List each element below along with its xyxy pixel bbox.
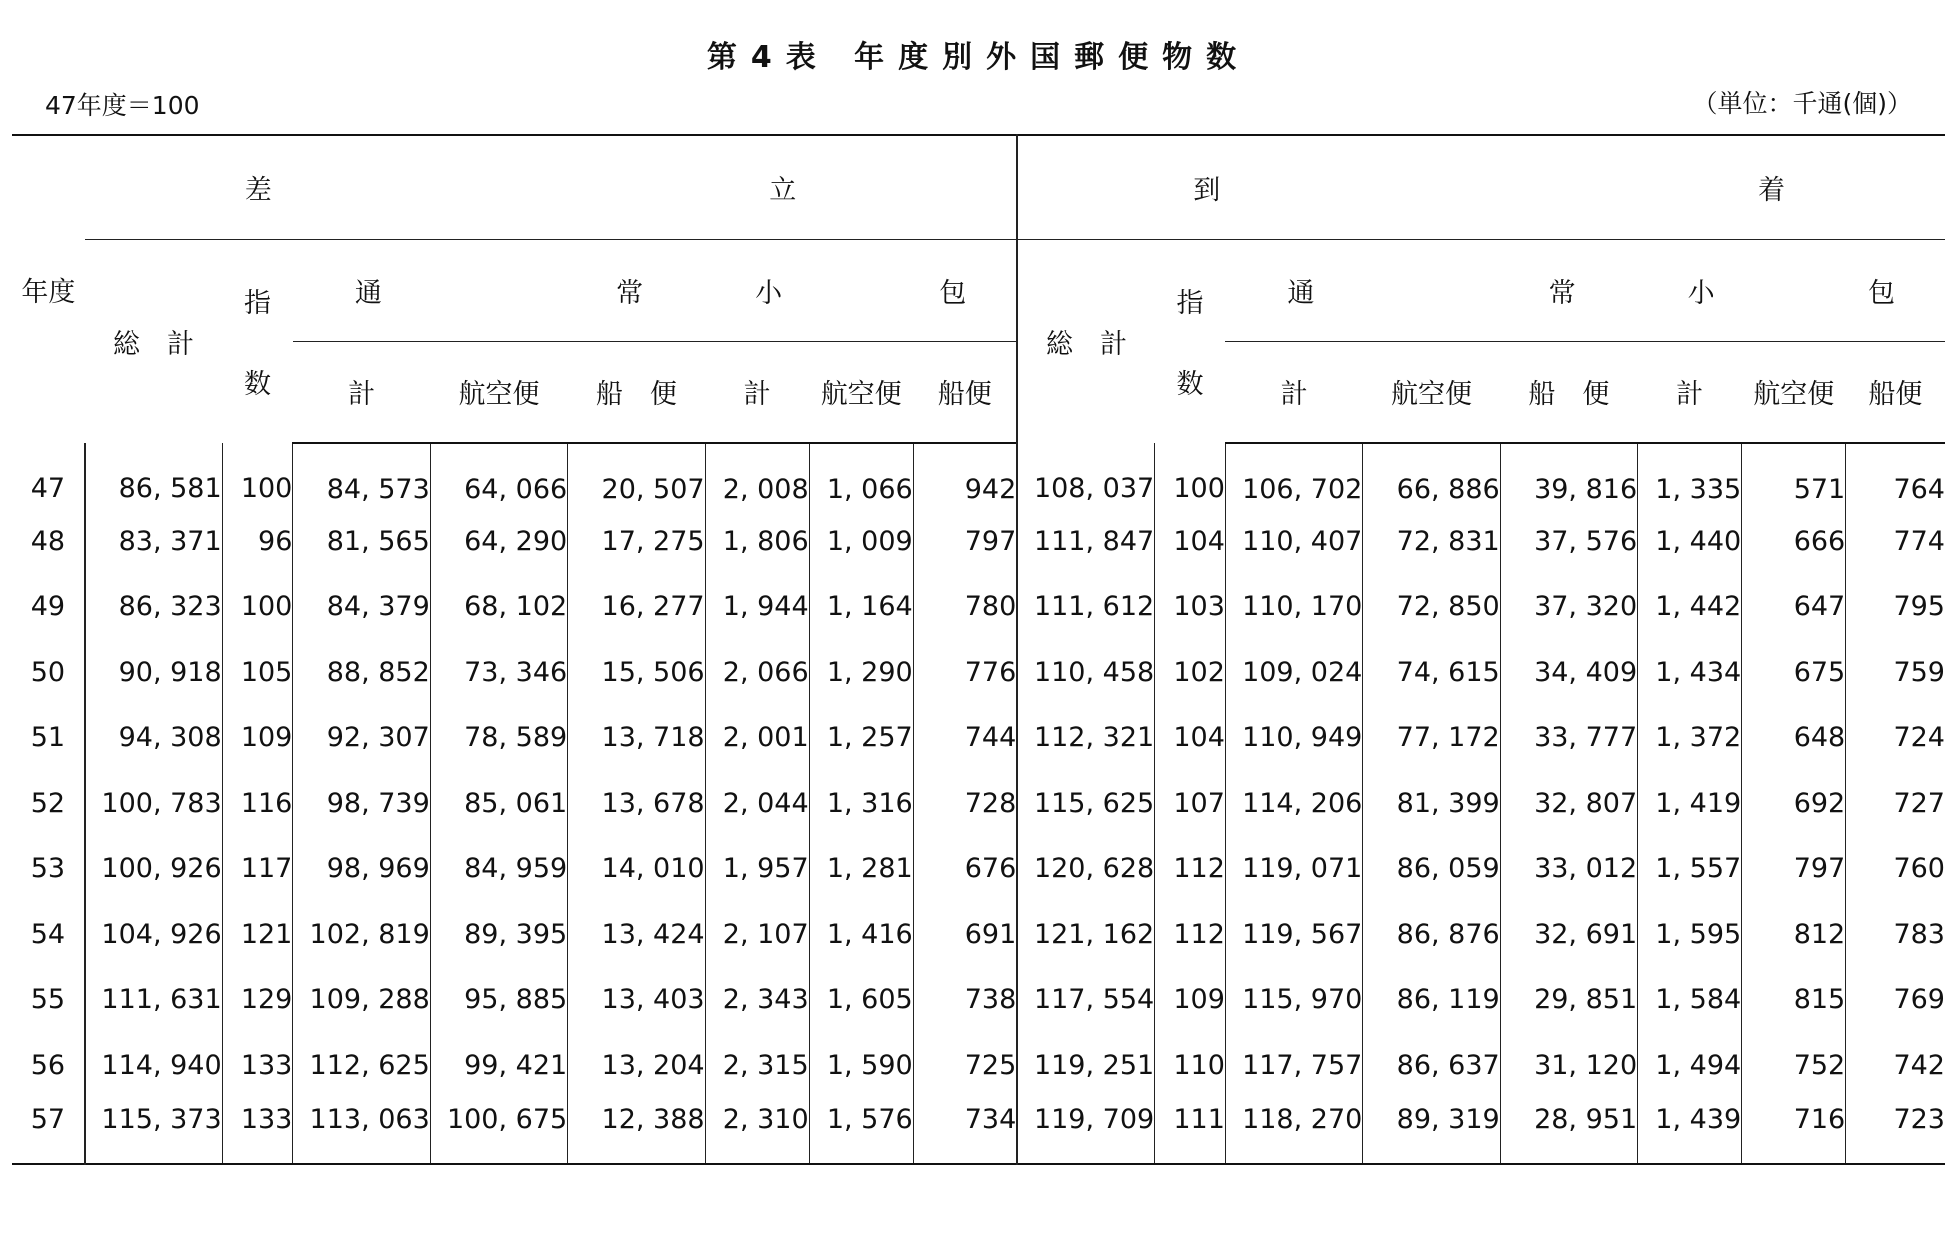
header-sent-ordinary-air: 航空便 [430,341,567,443]
cell-s-ord-air: 73, 346 [430,640,567,706]
cell-a-ord-sea: 28, 951 [1500,1098,1637,1164]
cell-a-par-air: 797 [1742,836,1846,902]
cell-s-par-sea: 676 [913,836,1017,902]
cell-s-ord-air: 78, 589 [430,705,567,771]
cell-s-ord-sea: 13, 403 [568,967,705,1033]
table-row [12,771,1945,837]
cell-a-ord-air: 86, 119 [1363,967,1500,1033]
cell-s-par-sea: 738 [913,967,1017,1033]
header-sent-total: 総 計 [112,328,194,360]
cell-a-total: 120, 628 [1017,836,1154,902]
cell-s-index: 117 [222,836,293,902]
cell-a-ord-air: 77, 172 [1363,705,1500,771]
cell-s-ord-sea: 16, 277 [568,574,705,640]
cell-s-ord-sea: 13, 718 [568,705,705,771]
cell-s-ord-total: 84, 379 [293,574,430,640]
cell-a-ord-sea: 31, 120 [1500,1033,1637,1099]
header-sent-1: 差 [244,174,272,206]
cell-year: 55 [12,967,85,1033]
cell-s-par-sea: 776 [913,640,1017,706]
cell-s-ord-sea: 14, 010 [568,836,705,902]
cell-s-ord-air: 95, 885 [430,967,567,1033]
cell-s-par-total: 1, 806 [705,509,809,575]
cell-s-par-sea: 744 [913,705,1017,771]
header-arrived-2: 着 [1758,174,1785,206]
header-arrived-ordinary [1225,239,1637,341]
header-arrived-parcel-sea: 船便 [1846,341,1945,443]
cell-s-par-air: 1, 416 [809,902,913,968]
cell-s-index: 121 [222,902,293,968]
cell-s-par-sea: 728 [913,771,1017,837]
cell-s-par-total: 1, 944 [705,574,809,640]
header-sent-parcel-total: 計 [705,341,809,443]
table-row [12,574,1945,640]
cell-a-ord-air: 81, 399 [1363,771,1500,837]
header-arrived-parcel-air: 航空便 [1742,341,1846,443]
cell-s-par-total: 2, 008 [705,443,809,509]
cell-a-par-sea: 742 [1893,1049,1945,1081]
cell-a-par-sea: 764 [1893,473,1945,505]
cell-s-index: 100 [222,443,293,509]
header-sent-ordinary-1: 通 [354,277,382,309]
cell-s-index: 109 [222,705,293,771]
cell-s-par-air: 1, 290 [809,640,913,706]
cell-a-ord-air: 86, 637 [1363,1033,1500,1099]
cell-s-par-air: 1, 316 [809,771,913,837]
cell-a-index: 110 [1155,1033,1226,1099]
header-arrived-ordinary-1: 通 [1287,277,1315,309]
header-sent-ordinary-2: 常 [616,277,644,309]
cell-a-par-air: 647 [1742,574,1846,640]
cell-s-ord-sea: 13, 424 [568,902,705,968]
cell-s-ord-sea: 13, 204 [568,1033,705,1099]
cell-a-par-total: 1, 442 [1638,574,1742,640]
header-sent-ordinary-total: 計 [293,341,430,443]
cell-a-index: 102 [1155,640,1226,706]
cell-s-ord-air: 64, 066 [430,443,567,509]
header-arrived-ordinary-total: 計 [1225,341,1362,443]
cell-a-ord-total: 110, 407 [1225,509,1362,575]
cell-s-ord-air: 68, 102 [430,574,567,640]
cell-year: 48 [12,509,85,575]
cell-a-ord-sea: 33, 012 [1500,836,1637,902]
cell-a-index: 112 [1155,902,1226,968]
cell-s-ord-air: 84, 959 [430,836,567,902]
cell-a-par-sea: 759 [1893,656,1945,688]
cell-a-par-air: 812 [1742,902,1846,968]
cell-s-par-total: 2, 315 [705,1033,809,1099]
header-arrived-ordinary-air: 航空便 [1363,341,1500,443]
cell-a-par-air: 675 [1742,640,1846,706]
cell-s-index: 96 [222,509,293,575]
cell-a-par-total: 1, 419 [1638,771,1742,837]
cell-s-ord-air: 100, 675 [430,1098,567,1164]
cell-s-par-air: 1, 257 [809,705,913,771]
cell-a-par-air: 716 [1742,1098,1846,1164]
cell-s-ord-total: 88, 852 [293,640,430,706]
cell-s-par-total: 2, 066 [705,640,809,706]
header-year: 年度 [21,277,76,308]
header-arrived-index-2: 数 [1176,369,1204,401]
cell-a-total: 115, 625 [1017,771,1154,837]
cell-a-ord-sea: 34, 409 [1500,640,1637,706]
cell-a-par-total: 1, 335 [1638,443,1742,509]
table-header [12,135,1945,443]
cell-a-index: 100 [1155,443,1226,509]
cell-a-ord-total: 109, 024 [1225,640,1362,706]
cell-a-ord-total: 119, 071 [1225,836,1362,902]
header-sent-parcel-1: 小 [755,277,783,309]
cell-a-par-total: 1, 440 [1638,509,1742,575]
cell-a-par-air: 692 [1742,771,1846,837]
cell-a-par-sea: 795 [1893,591,1945,623]
cell-s-par-sea: 797 [913,509,1017,575]
cell-s-total: 83, 371 [85,509,222,575]
cell-a-par-air: 666 [1742,509,1846,575]
cell-s-par-sea: 780 [913,574,1017,640]
cell-a-par-total: 1, 557 [1638,836,1742,902]
header-sent-index-1: 指 [244,288,272,320]
cell-s-par-sea: 725 [913,1033,1017,1099]
cell-a-ord-air: 74, 615 [1363,640,1500,706]
cell-s-ord-sea: 20, 507 [568,443,705,509]
cell-a-par-total: 1, 494 [1638,1033,1742,1099]
cell-s-total: 90, 918 [85,640,222,706]
cell-a-ord-total: 106, 702 [1225,443,1362,509]
cell-a-total: 119, 251 [1017,1033,1154,1099]
cell-s-ord-sea: 12, 388 [568,1098,705,1164]
cell-s-par-total: 2, 107 [705,902,809,968]
cell-s-par-sea: 942 [913,443,1017,509]
cell-s-par-total: 2, 310 [705,1098,809,1164]
cell-year: 53 [12,836,85,902]
cell-a-par-sea: 724 [1893,722,1945,754]
header-sent-index [222,239,293,443]
cell-s-par-sea: 734 [913,1098,1017,1164]
cell-a-total: 110, 458 [1017,640,1154,706]
cell-s-par-air: 1, 164 [809,574,913,640]
cell-a-ord-air: 86, 059 [1363,836,1500,902]
cell-s-ord-total: 112, 625 [293,1033,430,1099]
cell-a-total: 111, 847 [1017,509,1154,575]
cell-s-par-air: 1, 605 [809,967,913,1033]
header-arrived-index [1155,239,1226,443]
cell-a-ord-air: 72, 831 [1363,509,1500,575]
cell-s-total: 86, 581 [85,443,222,509]
cell-a-par-total: 1, 584 [1638,967,1742,1033]
baseline-note: 47年度＝100 [45,91,200,120]
cell-s-index: 105 [222,640,293,706]
table-row [12,705,1945,771]
cell-a-total: 119, 709 [1017,1098,1154,1164]
cell-s-total: 100, 783 [85,771,222,837]
cell-s-ord-total: 102, 819 [293,902,430,968]
cell-year: 54 [12,902,85,968]
cell-s-ord-total: 109, 288 [293,967,430,1033]
cell-a-total: 112, 321 [1017,705,1154,771]
cell-a-index: 112 [1155,836,1226,902]
cell-a-index: 104 [1155,705,1226,771]
cell-a-ord-sea: 32, 807 [1500,771,1637,837]
cell-s-par-air: 1, 009 [809,509,913,575]
table-row [12,1033,1945,1099]
table-row [12,640,1945,706]
cell-s-ord-sea: 13, 678 [568,771,705,837]
cell-a-ord-total: 118, 270 [1225,1098,1362,1164]
header-arrived-parcel-total: 計 [1638,341,1742,443]
cell-a-total: 121, 162 [1017,902,1154,968]
cell-a-par-total: 1, 439 [1638,1098,1742,1164]
cell-a-total: 111, 612 [1017,574,1154,640]
header-arrived-parcel-2: 包 [1868,277,1895,309]
header-sent-parcel-air: 航空便 [809,341,913,443]
cell-s-par-total: 1, 957 [705,836,809,902]
table-row [12,967,1945,1033]
cell-a-ord-sea: 32, 691 [1500,902,1637,968]
cell-s-ord-air: 64, 290 [430,509,567,575]
cell-a-par-sea: 727 [1893,787,1945,819]
cell-a-par-sea: 723 [1893,1103,1945,1135]
header-sent-parcel-2: 包 [939,277,967,309]
cell-year: 50 [12,640,85,706]
cell-year: 52 [12,771,85,837]
cell-s-total: 115, 373 [85,1098,222,1164]
cell-s-ord-air: 89, 395 [430,902,567,968]
cell-a-total: 117, 554 [1017,967,1154,1033]
cell-a-par-total: 1, 372 [1638,705,1742,771]
table-row [12,443,1945,509]
unit-note: （単位：千通(個)） [1692,89,1912,118]
cell-a-ord-sea: 33, 777 [1500,705,1637,771]
cell-a-ord-sea: 37, 320 [1500,574,1637,640]
cell-year: 51 [12,705,85,771]
mail-volume-table [12,134,1945,1165]
cell-a-index: 107 [1155,771,1226,837]
cell-a-ord-total: 119, 567 [1225,902,1362,968]
header-sent [85,135,1018,239]
cell-a-index: 109 [1155,967,1226,1033]
cell-a-par-air: 571 [1742,443,1846,509]
cell-a-ord-total: 114, 206 [1225,771,1362,837]
cell-year: 57 [12,1098,85,1164]
header-sent-ordinary [293,239,705,341]
cell-year: 56 [12,1033,85,1099]
cell-a-index: 104 [1155,509,1226,575]
cell-s-ord-total: 98, 969 [293,836,430,902]
cell-s-ord-air: 99, 421 [430,1033,567,1099]
cell-s-ord-sea: 15, 506 [568,640,705,706]
cell-s-index: 116 [222,771,293,837]
table-row [12,1098,1945,1164]
header-arrived-1: 到 [1193,174,1221,206]
cell-s-ord-total: 98, 739 [293,771,430,837]
header-arrived-total: 総 計 [1017,239,1154,443]
cell-a-par-sea: 769 [1893,984,1945,1016]
cell-a-ord-total: 110, 949 [1225,705,1362,771]
table-row [12,836,1945,902]
cell-a-ord-total: 110, 170 [1225,574,1362,640]
cell-a-par-total: 1, 595 [1638,902,1742,968]
cell-a-par-total: 1, 434 [1638,640,1742,706]
header-sent-parcel-sea: 船便 [913,341,1017,443]
cell-a-par-air: 815 [1742,967,1846,1033]
cell-a-ord-sea: 37, 576 [1500,509,1637,575]
cell-s-total: 94, 308 [85,705,222,771]
cell-a-ord-sea: 39, 816 [1500,443,1637,509]
cell-s-index: 133 [222,1098,293,1164]
cell-a-par-air: 752 [1742,1033,1846,1099]
cell-year: 47 [12,443,85,509]
cell-s-par-total: 2, 044 [705,771,809,837]
cell-a-index: 111 [1155,1098,1226,1164]
table-body [12,443,1945,1164]
header-arrived-ordinary-sea: 船 便 [1500,341,1637,443]
cell-a-par-sea: 760 [1893,853,1945,885]
header-arrived-ordinary-2: 常 [1548,277,1576,309]
cell-s-total: 104, 926 [85,902,222,968]
header-sent-index-2: 数 [244,369,272,401]
cell-year: 49 [12,574,85,640]
cell-s-par-sea: 691 [913,902,1017,968]
cell-a-total: 108, 037 [1017,443,1154,509]
cell-a-ord-air: 86, 876 [1363,902,1500,968]
cell-a-ord-sea: 29, 851 [1500,967,1637,1033]
cell-a-ord-air: 66, 886 [1363,443,1500,509]
cell-s-total: 100, 926 [85,836,222,902]
cell-a-ord-air: 72, 850 [1363,574,1500,640]
cell-a-ord-total: 117, 757 [1225,1033,1362,1099]
header-arrived [1017,135,1945,239]
table-title: 第4表 年度別外国郵便物数 [706,40,1251,75]
cell-s-ord-air: 85, 061 [430,771,567,837]
cell-s-par-total: 2, 001 [705,705,809,771]
cell-s-par-total: 2, 343 [705,967,809,1033]
cell-s-ord-total: 92, 307 [293,705,430,771]
header-sent-ordinary-sea: 船 便 [568,341,705,443]
header-arrived-index-1: 指 [1176,288,1204,320]
header-sent-parcel [705,239,1017,341]
cell-s-total: 111, 631 [85,967,222,1033]
cell-a-par-sea: 783 [1893,918,1945,950]
header-arrived-parcel-1: 小 [1687,277,1715,309]
cell-s-ord-total: 84, 573 [293,443,430,509]
cell-s-par-air: 1, 590 [809,1033,913,1099]
header-sent-2: 立 [769,174,797,206]
cell-s-par-air: 1, 281 [809,836,913,902]
cell-s-ord-sea: 17, 275 [568,509,705,575]
cell-s-par-air: 1, 066 [809,443,913,509]
cell-s-par-air: 1, 576 [809,1098,913,1164]
cell-s-index: 133 [222,1033,293,1099]
cell-s-index: 129 [222,967,293,1033]
cell-s-ord-total: 113, 063 [293,1098,430,1164]
cell-a-ord-air: 89, 319 [1363,1098,1500,1164]
cell-a-par-air: 648 [1742,705,1846,771]
cell-s-total: 86, 323 [85,574,222,640]
table-row [12,902,1945,968]
cell-s-ord-total: 81, 565 [293,509,430,575]
cell-a-ord-total: 115, 970 [1225,967,1362,1033]
cell-a-par-sea: 774 [1893,525,1945,557]
header-arrived-parcel [1638,239,1945,341]
cell-s-total: 114, 940 [85,1033,222,1099]
cell-a-index: 103 [1155,574,1226,640]
cell-s-index: 100 [222,574,293,640]
table-row [12,509,1945,575]
